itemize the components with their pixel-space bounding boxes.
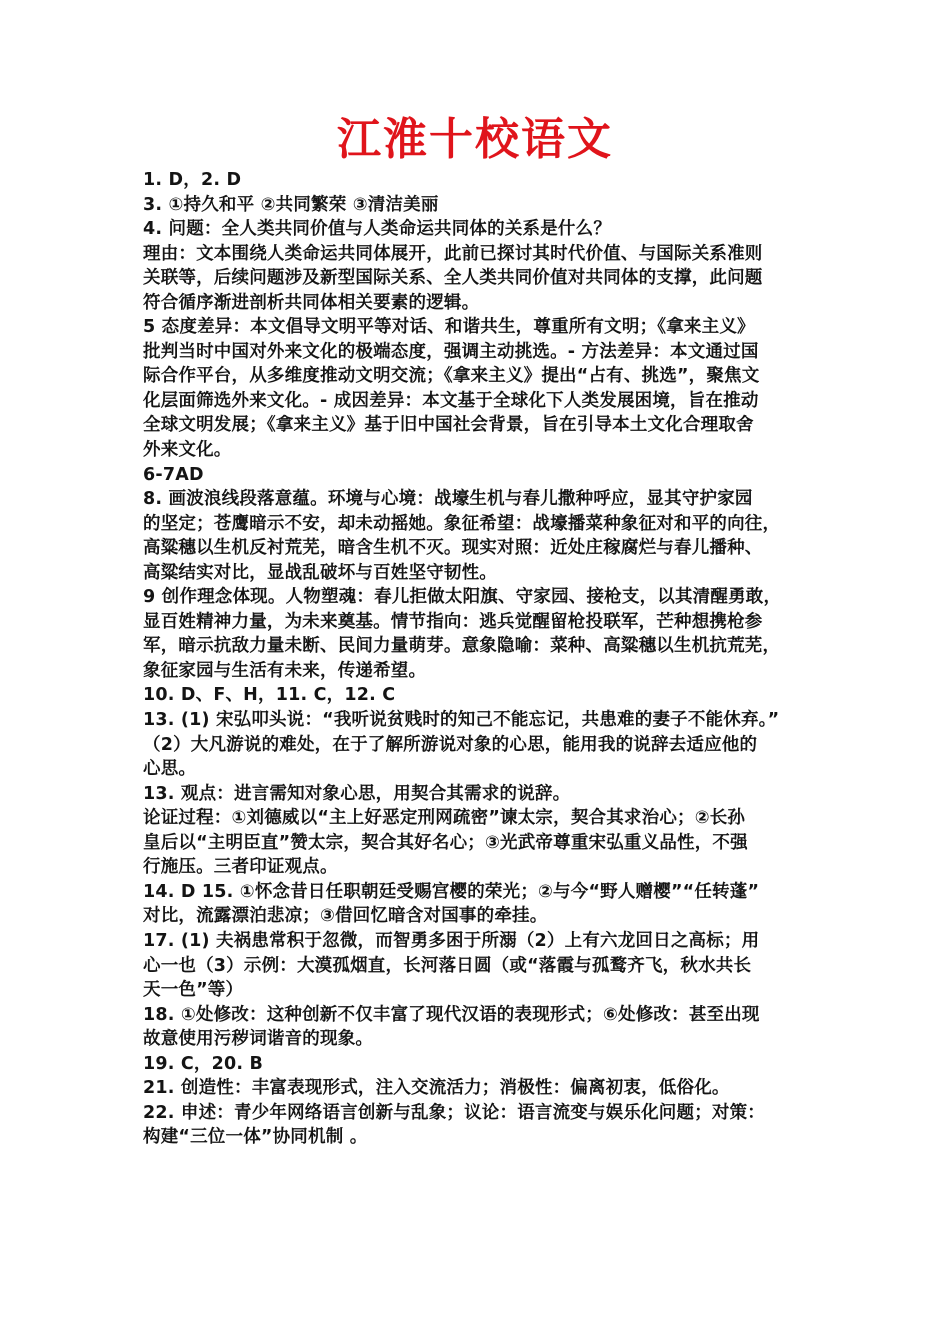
answer-line: 4. 问题：全人类共同价值与人类命运共同体的关系是什么？ [143, 219, 612, 240]
answer-line: 全球文明发展；《拿来主义》基于旧中国社会背景，旨在引导本土文化合理取舍 [143, 415, 754, 436]
answer-line: 高粱结实对比，显战乱破坏与百姓坚守韧性。 [143, 562, 497, 583]
answer-line: 17. (1) 夫祸患常积于忽微，而智勇多困于所溺（2）上有六龙回日之高标；用 [143, 930, 760, 951]
answer-line: 心一也（3）示例：大漠孤烟直，长河落日圆（或“落霞与孤鹜齐飞，秋水共长 [143, 955, 752, 976]
answer-line: 6-7AD [143, 464, 204, 485]
answer-line: 5 态度差异：本文倡导文明平等对话、和谐共生，尊重所有文明；《拿来主义》 [143, 317, 755, 338]
answer-line: 化层面筛选外来文化。- 成因差异：本文基于全球化下人类发展困境，旨在推动 [143, 390, 759, 411]
answer-line: （2）大凡游说的难处，在于了解所游说对象的心思，能用我的说辞去适应他的 [143, 734, 758, 755]
answer-line: 高粱穗以生机反衬荒芜，暗含生机不灭。现实对照：近处庄稼腐烂与春儿播种、 [143, 538, 763, 559]
answer-line: 18. ①处修改：这种创新不仅丰富了现代汉语的表现形式；⑥处修改：甚至出现 [143, 1004, 760, 1025]
answer-key-body [143, 168, 813, 1150]
answer-line: 对比，流露漂泊悲凉；③借回忆暗含对国事的牵挂。 [143, 906, 548, 927]
answer-line: 理由：文本围绕人类命运共同体展开，此前已探讨其时代价值、与国际关系准则 [143, 243, 763, 264]
answer-line: 外来文化。 [143, 440, 232, 461]
answer-line: 显百姓精神力量，为未来奠基。情节指向：逃兵觉醒留枪投联军，芒种想携枪参 [143, 611, 763, 632]
answer-line: 3. ①持久和平 ②共同繁荣 ③清洁美丽 [143, 194, 439, 215]
answer-line: 际合作平台，从多维度推动文明交流；《拿来主义》提出“占有、挑选”，聚焦文 [143, 366, 760, 387]
answer-line: 1. D，2. D [143, 170, 242, 190]
answer-line: 皇后以“主明臣直”赞太宗，契合其好名心；③光武帝尊重宋弘重义品性，不强 [143, 832, 748, 853]
answer-line: 符合循序渐进剖析共同体相关要素的逻辑。 [143, 292, 480, 313]
answer-line: 21. 创造性：丰富表现形式，注入交流活力；消极性：偏离初衷，低俗化。 [143, 1078, 730, 1099]
answer-line: 批判当时中国对外来文化的极端态度，强调主动挑选。- 方法差异：本文通过国 [143, 341, 759, 362]
answer-line: 8. 画波浪线段落意蕴。环境与心境：战壕生机与春儿撒种呼应，显其守护家园 [143, 489, 753, 510]
answer-line: 的坚定；苍鹰暗示不安，却未动摇她。象征希望：战壕播菜种象征对和平的向往， [143, 513, 781, 534]
answer-line: 论证过程：①刘德威以“主上好恶定刑网疏密”谏太宗，契合其求治心；②长孙 [143, 808, 746, 829]
answer-line: 10. D、F、H，11. C，12. C [143, 685, 396, 706]
answer-line: 天一色”等） [143, 980, 244, 1001]
answer-line: 13. (1) 宋弘叩头说：“我听说贫贱时的知己不能忘记，共患难的妻子不能休弃。” [143, 710, 780, 731]
answer-line: 19. C，20. B [143, 1053, 264, 1074]
page-title: 江淮十校语文 [337, 114, 613, 165]
answer-line: 故意使用污秽词谐音的现象。 [143, 1029, 374, 1050]
answer-line: 13. 观点：进言需知对象心思，用契合其需求的说辞。 [143, 783, 571, 804]
answer-line: 构建“三位一体”协同机制 。 [143, 1127, 368, 1148]
answer-line: 22. 申述：青少年网络语言创新与乱象；议论：语言流变与娱乐化问题；对策： [143, 1102, 765, 1123]
answer-line: 行施压。三者印证观点。 [143, 857, 338, 878]
answer-line: 14. D 15. ①怀念昔日任职朝廷受赐宫樱的荣光；②与今“野人赠樱”“任转蓬” [143, 881, 760, 902]
answer-line: 象征家园与生活有未来，传递希望。 [143, 660, 427, 681]
answer-line: 9 创作理念体现。人物塑魂：春儿拒做太阳旗、守家园、接枪支，以其清醒勇敢， [143, 587, 782, 608]
answer-line: 军，暗示抗敌力量未断、民间力量萌芽。意象隐喻：菜种、高粱穗以生机抗荒芜， [143, 636, 781, 657]
answer-line: 心思。 [143, 759, 197, 780]
answer-line: 关联等，后续问题涉及新型国际关系、全人类共同价值对共同体的支撑，此问题 [143, 268, 763, 289]
